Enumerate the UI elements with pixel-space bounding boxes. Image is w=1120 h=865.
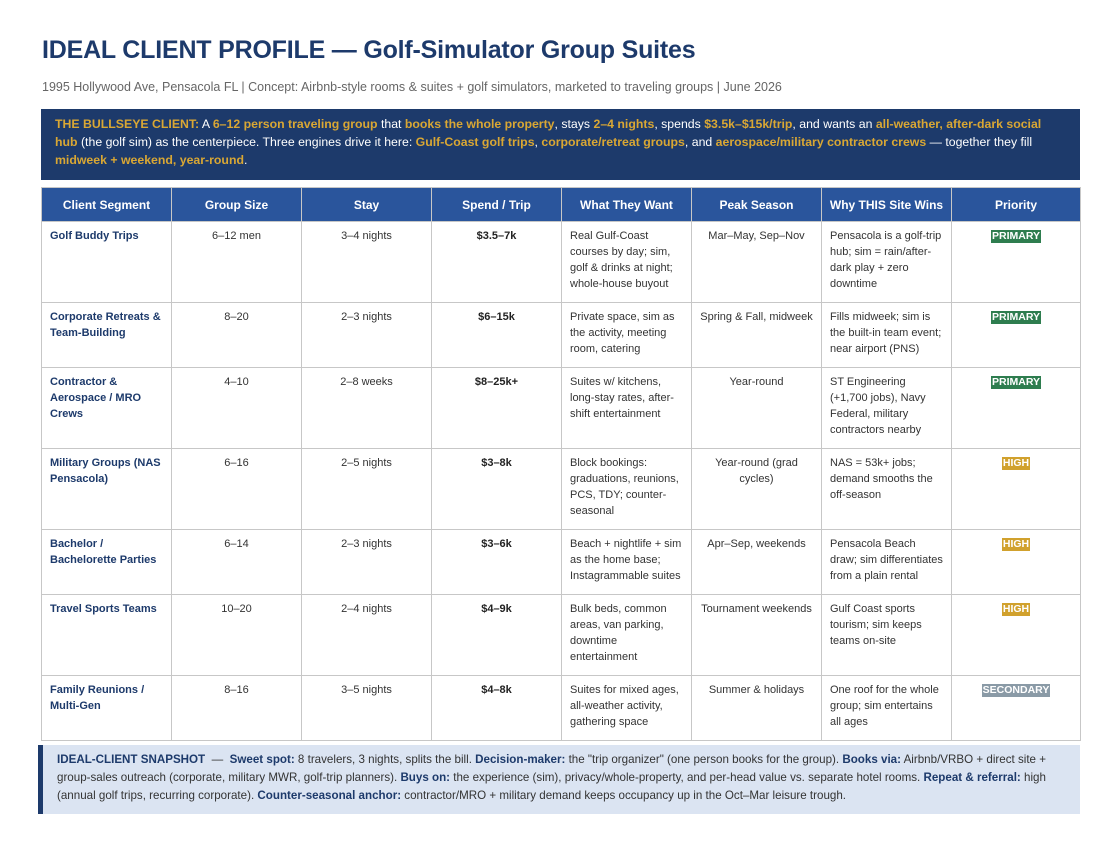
group-size-cell: 6–16 [172, 449, 302, 530]
priority-badge: HIGH [1002, 457, 1030, 469]
bullseye-text: (the golf sim) as the centerpiece. Three engines drive it here: [77, 135, 416, 149]
priority-badge: HIGH [1002, 603, 1030, 615]
stay-cell: 2–4 nights [302, 595, 432, 676]
want-cell: Bulk beds, common areas, van parking, downtime entertainment [562, 595, 692, 676]
snapshot-value: Airbnb/VRBO + direct site + group-sales outreach (corporate, military MWR, golf-trip planners). [57, 753, 1046, 784]
season-cell: Apr–Sep, weekends [692, 530, 822, 595]
snapshot-value: 8 travelers, 3 nights, splits the bill. [294, 753, 476, 766]
stay-cell: 3–4 nights [302, 222, 432, 303]
season-cell: Mar–May, Sep–Nov [692, 222, 822, 303]
priority-cell [952, 222, 1081, 303]
spend-cell: $3.5–7k [432, 222, 562, 303]
want-cell: Private space, sim as the activity, meeting room, catering [562, 303, 692, 368]
snapshot-value: contractor/MRO + military demand keeps occupancy up in the Oct–Mar leisure trough. [401, 789, 847, 802]
priority-cell [952, 676, 1081, 741]
column-header: Group Size [172, 188, 302, 222]
bullseye-highlight: all-weather, after-dark social hub [55, 117, 1042, 149]
priority-cell [952, 530, 1081, 595]
column-header: Why THIS Site Wins [822, 188, 952, 222]
page-title: IDEAL CLIENT PROFILE — Golf-Simulator Group Suites [42, 36, 696, 64]
spend-cell: $6–15k [432, 303, 562, 368]
snapshot-separator: — [205, 753, 230, 766]
bullseye-highlight: Gulf-Coast golf trips [415, 135, 535, 149]
season-cell: Summer & holidays [692, 676, 822, 741]
bullseye-text: , and [684, 135, 716, 149]
want-cell: Block bookings: graduations, reunions, PCS, TDY; counter-seasonal [562, 449, 692, 530]
bullseye-label: THE BULLSEYE CLIENT: [55, 117, 200, 131]
ideal-client-snapshot [38, 745, 1080, 814]
bullseye-text: . [243, 153, 248, 167]
table-header-row [42, 188, 1081, 222]
group-size-cell: 6–12 men [172, 222, 302, 303]
group-size-cell: 10–20 [172, 595, 302, 676]
table-row [42, 368, 1081, 449]
client-segment-table [41, 187, 1081, 741]
want-cell: Suites w/ kitchens, long-stay rates, after-shift entertainment [562, 368, 692, 449]
snapshot-key: Decision-maker: [475, 753, 566, 766]
priority-cell [952, 449, 1081, 530]
snapshot-label: IDEAL-CLIENT SNAPSHOT [57, 753, 206, 766]
column-header: Client Segment [42, 188, 172, 222]
season-cell: Year-round (grad cycles) [692, 449, 822, 530]
why-cell: Pensacola is a golf-trip hub; sim = rain/after-dark play + zero downtime [822, 222, 952, 303]
bullseye-highlight: aerospace/military contractor crews [715, 135, 927, 149]
season-cell: Spring & Fall, midweek [692, 303, 822, 368]
stay-cell: 2–3 nights [302, 530, 432, 595]
bullseye-text: — together they fill [926, 135, 1033, 149]
column-header: Spend / Trip [432, 188, 562, 222]
stay-cell: 2–8 weeks [302, 368, 432, 449]
bullseye-client-box [41, 109, 1080, 180]
segment-cell: Corporate Retreats & Team-Building [42, 303, 172, 368]
bullseye-text: that [377, 117, 405, 131]
why-cell: One roof for the whole group; sim entertains all ages [822, 676, 952, 741]
spend-cell: $3–8k [432, 449, 562, 530]
table-row [42, 676, 1081, 741]
group-size-cell: 8–16 [172, 676, 302, 741]
snapshot-key: Books via: [842, 753, 901, 766]
spend-cell: $4–8k [432, 676, 562, 741]
bullseye-text: , spends [654, 117, 705, 131]
table-row [42, 222, 1081, 303]
table-row [42, 595, 1081, 676]
bullseye-text: , [534, 135, 542, 149]
group-size-cell: 4–10 [172, 368, 302, 449]
table-row [42, 449, 1081, 530]
stay-cell: 3–5 nights [302, 676, 432, 741]
segment-cell: Military Groups (NAS Pensacola) [42, 449, 172, 530]
group-size-cell: 6–14 [172, 530, 302, 595]
stay-cell: 2–3 nights [302, 303, 432, 368]
snapshot-key: Buys on: [400, 771, 451, 784]
why-cell: Gulf Coast sports tourism; sim keeps teams on-site [822, 595, 952, 676]
why-cell: NAS = 53k+ jobs; demand smooths the off-season [822, 449, 952, 530]
segment-cell: Travel Sports Teams [42, 595, 172, 676]
bullseye-highlight: 2–4 nights [593, 117, 655, 131]
snapshot-value: the "trip organizer" (one person books for the group). [565, 753, 843, 766]
why-cell: Fills midweek; sim is the built-in team event; near airport (PNS) [822, 303, 952, 368]
stay-cell: 2–5 nights [302, 449, 432, 530]
spend-cell: $3–6k [432, 530, 562, 595]
group-size-cell: 8–20 [172, 303, 302, 368]
column-header: What They Want [562, 188, 692, 222]
snapshot-key: Repeat & referral: [923, 771, 1021, 784]
priority-badge: SECONDARY [982, 684, 1050, 696]
segment-cell: Family Reunions / Multi-Gen [42, 676, 172, 741]
spend-cell: $4–9k [432, 595, 562, 676]
segment-cell: Bachelor / Bachelorette Parties [42, 530, 172, 595]
why-cell: Pensacola Beach draw; sim differentiates from a plain rental [822, 530, 952, 595]
column-header: Stay [302, 188, 432, 222]
bullseye-text: A [199, 117, 213, 131]
priority-cell [952, 368, 1081, 449]
want-cell: Real Gulf-Coast courses by day; sim, golf & drinks at night; whole-house buyout [562, 222, 692, 303]
snapshot-value: high (annual golf trips, recurring corporate). [57, 771, 1046, 802]
why-cell: ST Engineering (+1,700 jobs), Navy Federal, military contractors nearby [822, 368, 952, 449]
priority-badge: PRIMARY [991, 376, 1041, 388]
season-cell: Tournament weekends [692, 595, 822, 676]
priority-badge: HIGH [1002, 538, 1030, 550]
snapshot-key: Counter-seasonal anchor: [257, 789, 402, 802]
bullseye-text: , stays [554, 117, 594, 131]
priority-cell [952, 303, 1081, 368]
bullseye-highlight: corporate/retreat groups [541, 135, 685, 149]
priority-cell [952, 595, 1081, 676]
want-cell: Beach + nightlife + sim as the home base; Instagrammable suites [562, 530, 692, 595]
season-cell: Year-round [692, 368, 822, 449]
bullseye-highlight: 6–12 person traveling group [212, 117, 378, 131]
segment-cell: Golf Buddy Trips [42, 222, 172, 303]
table-row [42, 530, 1081, 595]
table-row [42, 303, 1081, 368]
column-header: Priority [952, 188, 1081, 222]
want-cell: Suites for mixed ages, all-weather activity, gathering space [562, 676, 692, 741]
page-subtitle: 1995 Hollywood Ave, Pensacola FL | Concept: Airbnb-style rooms & suites + golf simulators, marketed to traveling groups | June 2026 [42, 80, 782, 94]
spend-cell: $8–25k+ [432, 368, 562, 449]
column-header: Peak Season [692, 188, 822, 222]
bullseye-highlight: $3.5k–$15k/trip [704, 117, 793, 131]
bullseye-highlight: books the whole property [404, 117, 555, 131]
bullseye-highlight: midweek + weekend, year-round [55, 153, 244, 167]
snapshot-value: the experience (sim), privacy/whole-property, and per-head value vs. separate hotel rooms. [450, 771, 924, 784]
bullseye-text: , and wants an [792, 117, 876, 131]
priority-badge: PRIMARY [991, 311, 1041, 323]
segment-cell: Contractor & Aerospace / MRO Crews [42, 368, 172, 449]
priority-badge: PRIMARY [991, 230, 1041, 242]
snapshot-key: Sweet spot: [229, 753, 295, 766]
